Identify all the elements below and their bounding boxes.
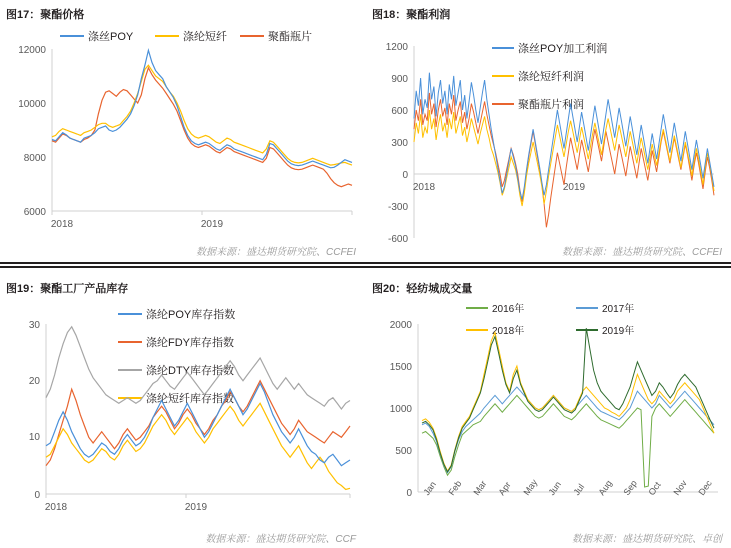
- fig20-xtick-10: Nov: [671, 478, 689, 498]
- svg-text:2019: 2019: [184, 502, 208, 513]
- svg-text:300: 300: [391, 138, 408, 149]
- fig17-legend-0: 涤丝POY: [88, 31, 134, 43]
- svg-text:0: 0: [402, 170, 408, 181]
- svg-text:10000: 10000: [18, 99, 46, 110]
- divider-top: [0, 262, 731, 264]
- fig19-chart: [0, 296, 365, 518]
- svg-text:-600: -600: [387, 234, 408, 244]
- fig20-title: 图20：轻纺城成交量: [372, 283, 473, 295]
- fig20-xtick-11: Dec: [696, 478, 714, 498]
- svg-text:10: 10: [28, 432, 40, 443]
- svg-text:1500: 1500: [389, 362, 412, 373]
- fig20-xtick-4: May: [521, 477, 540, 498]
- svg-text:2000: 2000: [389, 320, 412, 331]
- fig20-xtick-2: Mar: [471, 478, 489, 498]
- fig17-title: 图17：聚酯价格: [6, 9, 85, 21]
- fig17-chart: [0, 22, 365, 237]
- divider-bottom: [0, 266, 731, 268]
- fig20-legend-3: 2019年: [602, 326, 635, 337]
- svg-text:2019: 2019: [200, 219, 224, 230]
- fig19-legend-1: 涤纶FDY库存指数: [146, 337, 234, 349]
- fig19-legend-3: 涤纶短纤库存指数: [146, 393, 234, 405]
- panel-fig19: [0, 272, 365, 548]
- fig18-legend-1: 涤纶短纤利润: [518, 71, 584, 83]
- fig20-chart: [366, 296, 731, 526]
- svg-text:2019: 2019: [562, 182, 586, 193]
- fig20-source: 数据来源：盛达期货研究院、卓创: [572, 534, 722, 545]
- fig18-legend-2: 聚酯瓶片利润: [518, 99, 584, 111]
- svg-text:0: 0: [406, 488, 412, 499]
- svg-text:1000: 1000: [389, 404, 412, 415]
- svg-text:8000: 8000: [23, 153, 46, 164]
- svg-text:-300: -300: [387, 202, 408, 213]
- fig17-legend-2: 聚酯瓶片: [268, 31, 312, 43]
- svg-text:30: 30: [28, 320, 40, 331]
- svg-text:0: 0: [34, 490, 40, 501]
- fig20-xtick-7: Aug: [596, 478, 614, 498]
- panel-fig17: [0, 0, 365, 268]
- fig19-legend-0: 涤纶POY库存指数: [146, 309, 236, 321]
- fig20-series: [422, 328, 714, 487]
- svg-text:2018: 2018: [412, 182, 436, 193]
- fig20-xtick-0: Jan: [421, 479, 438, 498]
- fig20-xtick-6: Jul: [571, 481, 587, 498]
- fig20-xtick-9: Oct: [646, 479, 663, 498]
- fig20-xticks: [421, 477, 714, 497]
- svg-text:900: 900: [391, 74, 408, 85]
- fig20-xtick-8: Sep: [621, 478, 639, 498]
- fig18-chart: [366, 22, 731, 244]
- fig20-xtick-5: Jun: [546, 479, 563, 498]
- panel-fig20: [366, 272, 731, 548]
- fig17-legend-1: 涤纶短纤: [183, 31, 227, 43]
- panel-fig18: [366, 0, 731, 268]
- fig18-legend-0: 涤丝POY加工利润: [518, 43, 608, 55]
- fig17-series: [52, 50, 352, 186]
- svg-text:20: 20: [28, 376, 40, 387]
- fig20-legend-1: 2017年: [602, 304, 635, 315]
- svg-text:6000: 6000: [23, 207, 46, 218]
- svg-text:600: 600: [391, 106, 408, 117]
- fig19-legend-2: 涤纶DTY库存指数: [146, 365, 234, 377]
- svg-text:12000: 12000: [18, 45, 46, 56]
- svg-text:1200: 1200: [385, 42, 408, 53]
- svg-text:2018: 2018: [44, 502, 68, 513]
- fig20-xtick-1: Feb: [446, 478, 464, 498]
- fig20-legend-0: 2016年: [492, 304, 525, 315]
- svg-text:500: 500: [395, 446, 412, 457]
- fig19-series: [46, 327, 350, 490]
- fig19-source: 数据来源：盛达期货研究院、CCF: [205, 534, 356, 545]
- svg-text:2018: 2018: [50, 219, 74, 230]
- fig20-legend-2: 2018年: [492, 326, 525, 337]
- fig18-series: [414, 73, 714, 228]
- fig20-xtick-3: Apr: [496, 479, 513, 498]
- fig18-title: 图18：聚酯利润: [372, 9, 451, 21]
- fig17-source: 数据来源：盛达期货研究院、CCFEI: [196, 247, 356, 258]
- fig19-title: 图19：聚酯工厂产品库存: [6, 283, 129, 295]
- fig18-source: 数据来源：盛达期货研究院、CCFEI: [562, 247, 722, 258]
